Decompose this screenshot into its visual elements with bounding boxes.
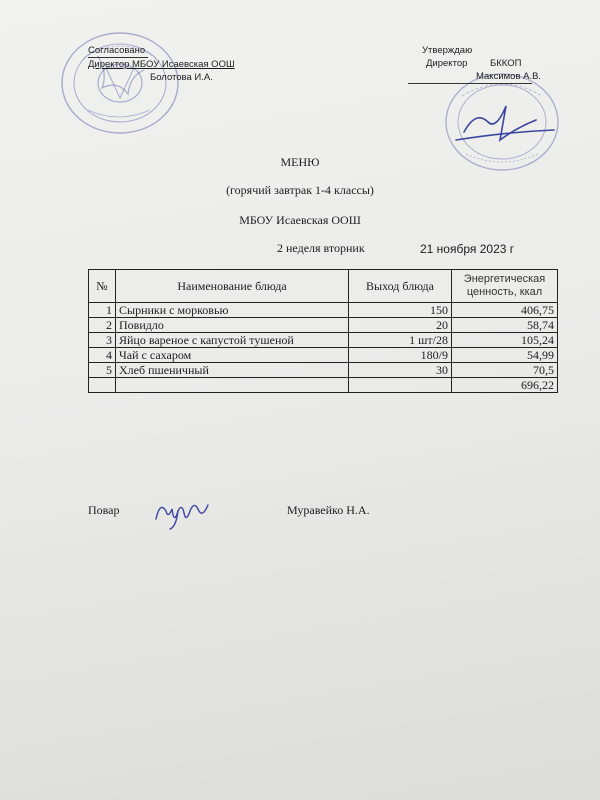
total-name-empty xyxy=(116,378,349,393)
row-dish-name: Яйцо вареное с капустой тушеной xyxy=(116,333,349,348)
table-row xyxy=(89,303,558,318)
approval-block-left xyxy=(88,44,235,84)
cook-signature xyxy=(152,497,214,531)
menu-date: 21 ноября 2023 г xyxy=(420,242,515,256)
approval-right-position-title: Директор xyxy=(426,58,468,69)
header-dish-name: Наименование блюда xyxy=(116,270,349,303)
header-energy-line1: Энергетическая xyxy=(463,273,546,285)
menu-table xyxy=(88,269,558,393)
approval-right-position xyxy=(422,57,541,70)
header-num: № xyxy=(89,270,116,303)
document-subtitle: (горячий завтрак 1-4 классы) xyxy=(226,183,374,197)
approval-right-heading: Утверждаю xyxy=(422,45,473,56)
total-num-empty xyxy=(89,378,116,393)
row-kcal: 70,5 xyxy=(452,363,558,378)
row-dish-name: Сырники с морковью xyxy=(116,303,349,318)
row-kcal: 54,99 xyxy=(452,348,558,363)
row-dish-name: Повидло xyxy=(116,318,349,333)
approval-left-position: Директор МБОУ Исаевская ООШ xyxy=(88,59,235,70)
row-num: 4 xyxy=(89,348,116,363)
cook-name: Муравейко Н.А. xyxy=(287,503,370,517)
cook-label: Повар xyxy=(88,503,120,517)
row-num: 5 xyxy=(89,363,116,378)
approval-right-person: Максимов А.В. xyxy=(476,71,542,82)
approval-left-heading: Согласовано xyxy=(88,44,148,58)
table-header-row xyxy=(89,270,558,303)
header-energy-line2: ценность, ккал xyxy=(466,286,543,298)
row-output: 1 шт/28 xyxy=(349,333,452,348)
total-kcal: 696,22 xyxy=(452,378,558,393)
table-row xyxy=(89,363,558,378)
school-name: МБОУ Исаевская ООШ xyxy=(239,213,361,227)
row-kcal: 406,75 xyxy=(452,303,558,318)
approval-right-position-org: БККОП xyxy=(490,58,522,69)
table-row xyxy=(89,333,558,348)
row-num: 3 xyxy=(89,333,116,348)
row-output: 150 xyxy=(349,303,452,318)
row-num: 1 xyxy=(89,303,116,318)
approval-block-right xyxy=(422,44,541,83)
row-output: 180/9 xyxy=(349,348,452,363)
row-output: 30 xyxy=(349,363,452,378)
approval-right-signature-line xyxy=(408,83,532,84)
row-output: 20 xyxy=(349,318,452,333)
table-row xyxy=(89,348,558,363)
row-num: 2 xyxy=(89,318,116,333)
total-output-empty xyxy=(349,378,452,393)
table-total-row xyxy=(89,378,558,393)
document-title: МЕНЮ xyxy=(280,155,320,169)
header-output: Выход блюда xyxy=(349,270,452,303)
row-kcal: 105,24 xyxy=(452,333,558,348)
week-day: 2 неделя вторник xyxy=(277,241,365,255)
approval-left-person: Болотова И.А. xyxy=(150,72,213,83)
header-energy xyxy=(452,270,558,303)
row-dish-name: Хлеб пшеничный xyxy=(116,363,349,378)
row-dish-name: Чай с сахаром xyxy=(116,348,349,363)
row-kcal: 58,74 xyxy=(452,318,558,333)
table-row xyxy=(89,318,558,333)
